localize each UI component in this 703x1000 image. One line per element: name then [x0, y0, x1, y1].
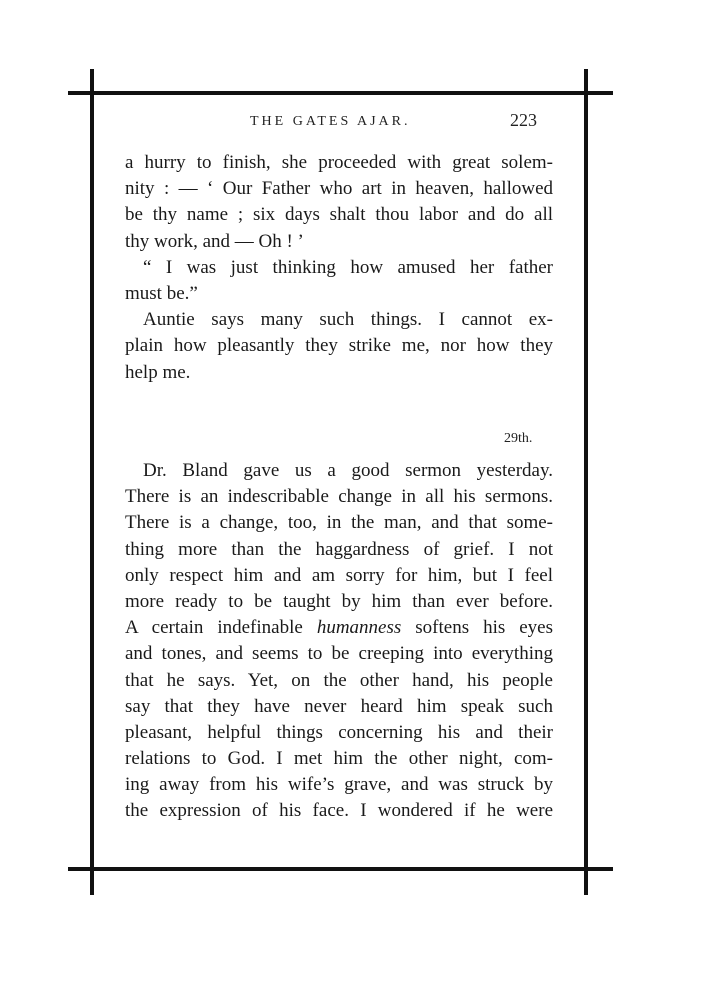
- text-line: thy work, and — Oh ! ’: [125, 230, 304, 252]
- text-line: plain how pleasantly they strike me, nor how they: [125, 335, 553, 357]
- frame-rule-right: [584, 69, 588, 895]
- text-fragment: A certain indefinable: [125, 617, 303, 639]
- text-line: Auntie says many such things. I cannot ex-: [143, 309, 553, 331]
- text-line: pleasant, helpful things concerning his and their: [125, 721, 553, 743]
- text-line: There is a change, too, in the man, and that some-: [125, 512, 553, 534]
- entry-date: 29th.: [504, 431, 533, 446]
- text-line: more ready to be taught by him than ever before.: [125, 590, 553, 612]
- text-line: and tones, and seems to be creeping into everything: [125, 643, 553, 665]
- text-line: relations to God. I met him the other night, com-: [125, 748, 553, 770]
- frame-rule-top: [68, 91, 613, 95]
- text-line: Dr. Bland gave us a good sermon yesterday.: [143, 460, 553, 481]
- emphasis-word: humanness: [316, 617, 402, 639]
- text-line: that he says. Yet, on the other hand, his people: [125, 669, 553, 691]
- frame-rule-left: [90, 69, 94, 895]
- text-block-2: [125, 458, 553, 825]
- text-block-1: [125, 150, 553, 386]
- text-line: “ I was just thinking how amused her father: [143, 256, 553, 278]
- text-line: the expression of his face. I wondered if he were: [125, 800, 553, 822]
- text-line: [125, 615, 553, 641]
- text-line: help me.: [125, 361, 191, 383]
- text-line: nity : — ‘ Our Father who art in heaven, hallowed: [125, 178, 553, 200]
- text-line: There is an indescribable change in all his sermons.: [125, 486, 553, 508]
- text-line: must be.”: [125, 282, 198, 304]
- text-line: a hurry to finish, she proceeded with great solem-: [125, 152, 553, 173]
- page-number: 223: [510, 110, 537, 130]
- text-line: only respect him and am sorry for him, but I feel: [125, 564, 553, 586]
- text-line: be thy name ; six days shalt thou labor and do all: [125, 204, 553, 226]
- frame-rule-bottom: [68, 867, 613, 871]
- text-fragment: softens his eyes: [415, 617, 554, 639]
- text-line: ing away from his wife’s grave, and was struck by: [125, 774, 553, 796]
- text-line: say that they have never heard him speak such: [125, 695, 553, 717]
- running-title: THE GATES AJAR.: [250, 114, 411, 129]
- text-line: thing more than the haggardness of grief. I not: [125, 538, 553, 560]
